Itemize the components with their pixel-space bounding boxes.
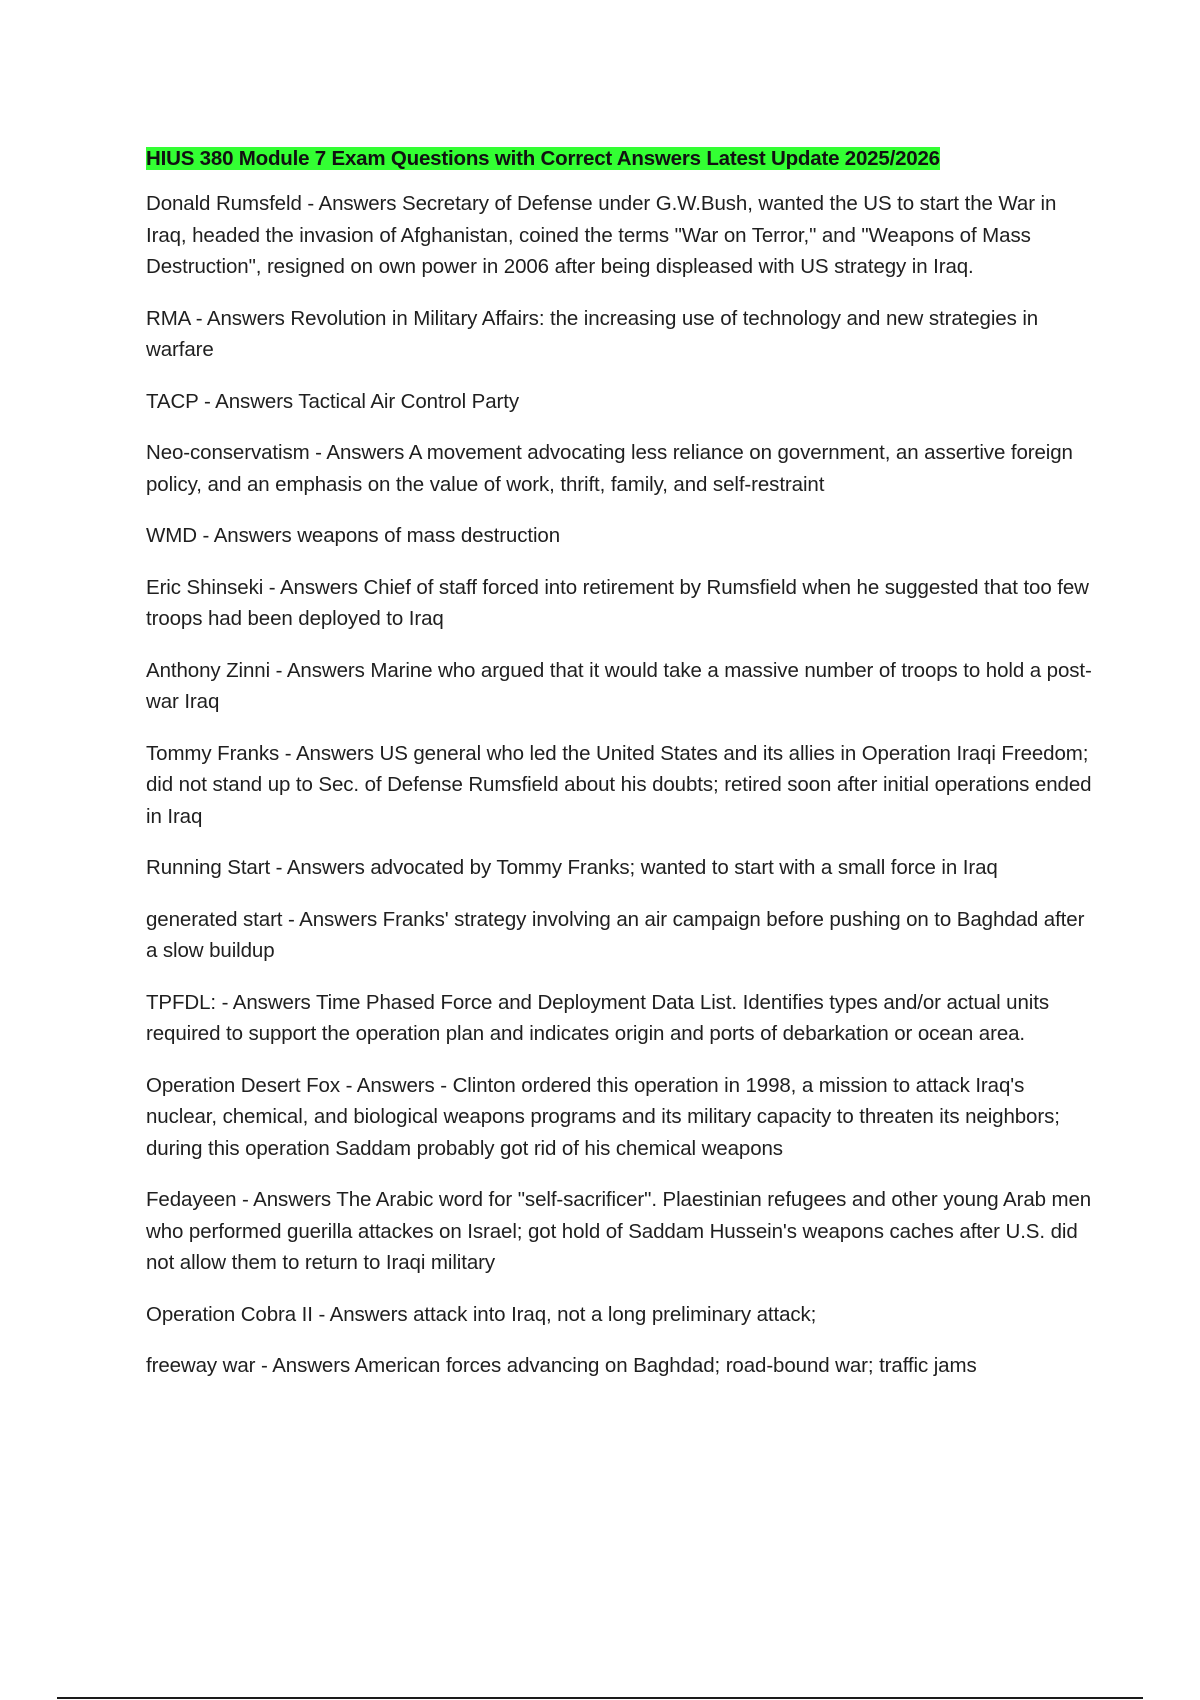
entry-operation-desert-fox: Operation Desert Fox - Answers - Clinton ordered this operation in 1998, a mission to attack Iraq's nuclear, chemical, and biological weapons programs and its military capacity to threaten its neighbors; during this operation Saddam probably got rid of his chemical weapons (146, 1073, 1060, 1160)
entry-freeway-war: freeway war - Answers American forces advancing on Baghdad; road-bound war; traffic jams (146, 1354, 977, 1377)
entry-rma: RMA - Answers Revolution in Military Affairs: the increasing use of technology and new strategies in warfare (146, 306, 1039, 361)
entry-anthony-zinni: Anthony Zinni - Answers Marine who argued that it would take a massive number of troops to hold a post-war Iraq (146, 658, 1092, 713)
entry-tommy-franks: Tommy Franks - Answers US general who led the United States and its allies in Operation Iraqi Freedom; did not stand up to Sec. of Defense Rumsfield about his doubts; retired soon after initial operations ended in Iraq (146, 741, 1092, 828)
entry-fedayeen: Fedayeen - Answers The Arabic word for "self-sacrificer". Plaestinian refugees and other young Arab men who performed guerilla attackes on Israel; got hold of Saddam Hussein's weapons caches after U.S. did not allow them to return to Iraqi military (146, 1188, 1092, 1274)
entry-operation-cobra-ii: Operation Cobra II - Answers attack into Iraq, not a long preliminary attack; (146, 1302, 817, 1326)
page-title: HIUS 380 Module 7 Exam Questions with Correct Answers Latest Update 2025/2026 (146, 147, 940, 170)
entry-running-start: Running Start - Answers advocated by Tommy Franks; wanted to start with a small force in Iraq (146, 856, 998, 879)
title-line (146, 144, 1096, 176)
entry-tpfdl: TPFDL: - Answers Time Phased Force and Deployment Data List. Identifies types and/or actual units required to support the operation plan and indicates origin and ports of debarkation or ocean area. (146, 990, 1049, 1045)
entry-eric-shinseki: Eric Shinseki - Answers Chief of staff forced into retirement by Rumsfield when he suggested that too few troops had been deployed to Iraq (146, 575, 1089, 630)
entry-tacp: TACP - Answers Tactical Air Control Party (146, 389, 519, 413)
document-page (146, 144, 1096, 1402)
entry-neo-conservatism: Neo-conservatism - Answers A movement advocating less reliance on government, an assertive foreign policy, and an emphasis on the value of work, thrift, family, and self-restraint (146, 441, 1073, 496)
entry-wmd: WMD - Answers weapons of mass destruction (146, 524, 561, 547)
footer-divider (57, 1697, 1143, 1699)
entry-donald-rumsfeld: Donald Rumsfeld - Answers Secretary of Defense under G.W.Bush, wanted the US to start the War in Iraq, headed the invasion of Afghanistan, coined the terms "War on Terror," and "Weapons of Mass Destruction", resigned on own power in 2006 after being displeased with US strategy in Iraq. (146, 192, 1057, 278)
entry-generated-start: generated start - Answers Franks' strategy involving an air campaign before pushing on to Baghdad after a slow buildup (146, 907, 1085, 962)
